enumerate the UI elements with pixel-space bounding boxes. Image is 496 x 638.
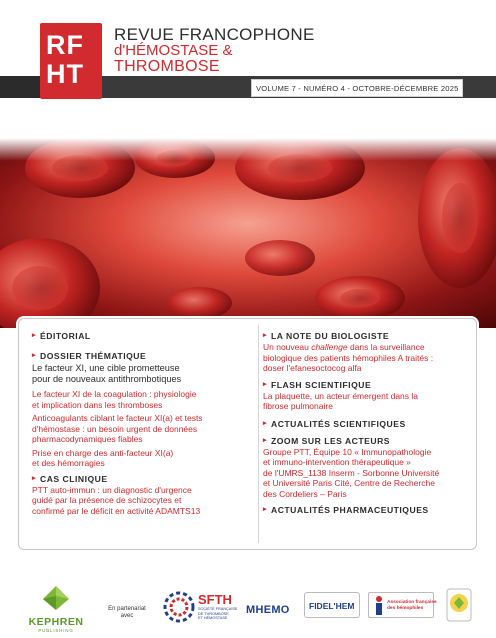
logo-monogram <box>46 31 96 89</box>
toc-right-column <box>263 331 473 515</box>
logo-line-2: HT <box>46 59 84 89</box>
sfth-emblem-icon <box>162 590 196 624</box>
section-note-label: LA NOTE DU BIOLOGISTE <box>271 331 390 341</box>
article-line: biologique des patients hémophiles A traités : <box>263 352 434 363</box>
toc-left-column <box>32 331 252 516</box>
article-text-italic: challenge <box>311 342 348 352</box>
partner-badge-logo <box>446 588 472 622</box>
article-line: guidé par la présence de schizocytes et <box>32 495 182 505</box>
afh-line: des hémophiles <box>387 606 424 611</box>
article-line: Anticoagulants ciblant le facteur XI(a) et tests <box>32 413 203 423</box>
section-editorial[interactable] <box>32 331 252 341</box>
kephren-sub: PUBLISHING <box>38 628 74 633</box>
kephren-leaf-icon <box>25 584 87 612</box>
article-line: et des hémorragies <box>32 458 105 468</box>
article-factor-xi-physiology[interactable] <box>32 389 252 410</box>
afh-line: Association française <box>387 600 437 605</box>
section-actu-sci-label: ACTUALITÉS SCIENTIFIQUES <box>271 418 406 429</box>
section-note-biologiste[interactable] <box>263 331 473 341</box>
footer-partners <box>0 578 496 638</box>
sfth-sub-line: DE THROMBOSE <box>198 611 229 616</box>
article-line <box>263 342 473 353</box>
section-actu-scientifiques[interactable] <box>263 419 473 429</box>
section-actu-pharma-label: ACTUALITÉS PHARMACEUTIQUES <box>271 505 429 515</box>
section-cas-clinique[interactable] <box>32 474 252 484</box>
article-groupe-ptt[interactable] <box>263 447 473 500</box>
header-bar-left <box>0 76 40 98</box>
afh-text <box>387 600 437 612</box>
article-line: des Cordeliers – Paris <box>263 488 347 499</box>
section-actu-pharma[interactable] <box>263 505 473 515</box>
article-plaquette[interactable] <box>263 391 473 412</box>
sfth-sub-line: ET HÉMOSTASE <box>198 616 228 620</box>
hero-image-red-blood-cells <box>0 138 496 328</box>
dossier-lead <box>32 363 252 385</box>
table-of-contents <box>18 318 477 550</box>
article-line: et Université Paris Cité, Centre de Recherche <box>263 478 435 488</box>
article-line: d'hémostase : un besoin urgent de données <box>32 423 198 434</box>
arrow-icon <box>263 383 267 387</box>
journal-logo <box>40 23 102 99</box>
sfth-sub-line: SOCIÉTÉ FRANÇAISE <box>198 607 238 611</box>
dossier-lead-line-1: Le facteur XI, une cible prometteuse <box>32 363 180 373</box>
dossier-lead-line-2: pour de nouveaux antithrombotiques <box>32 374 182 384</box>
logo-line-1: RF <box>46 30 84 60</box>
afh-figure-icon <box>372 595 386 617</box>
title-line-3: THROMBOSE <box>114 58 220 75</box>
partner-line-2: avec <box>120 613 134 619</box>
issue-info: VOLUME 7 - NUMÉRO 4 - OCTOBRE-DÉCEMBRE 2025 <box>251 79 463 97</box>
partnership-text <box>106 606 148 620</box>
article-efanesoctocog[interactable] <box>263 342 473 374</box>
arrow-icon <box>263 334 267 338</box>
mhemo-logo: MHEMO <box>246 604 290 616</box>
article-line: PTT auto-immun : un diagnostic d'urgence <box>32 484 192 495</box>
arrow-icon <box>32 477 36 481</box>
article-line: fibrose pulmonaire <box>263 401 333 411</box>
arrow-icon <box>263 422 267 426</box>
arrow-icon <box>32 334 36 338</box>
article-text: dans la surveillance <box>347 342 425 352</box>
partner-line-1: En partenariat <box>108 606 146 612</box>
toc-divider <box>258 325 259 543</box>
sfth-subtitle <box>198 607 237 621</box>
article-line: La plaquette, un acteur émergent dans la <box>263 390 418 401</box>
article-line: doser l'efanesoctocog alfa <box>263 363 362 373</box>
article-line: et implication dans les thromboses <box>32 399 163 410</box>
article-line: confirmé par le déficit en activité ADAMTS13 <box>32 505 201 516</box>
arrow-icon <box>32 354 36 358</box>
sfth-name: SFTH <box>198 592 232 607</box>
section-zoom-label: ZOOM SUR LES ACTEURS <box>271 435 391 446</box>
article-line: de l'UMRS_1138 Inserm - Sorbonne Université <box>263 467 440 478</box>
kephren-name: KEPHREN <box>28 616 84 628</box>
kephren-logo <box>25 584 87 634</box>
section-dossier-label: DOSSIER THÉMATIQUE <box>40 351 147 361</box>
article-ptt[interactable] <box>32 485 252 517</box>
section-flash[interactable] <box>263 380 473 390</box>
section-cas-label: CAS CLINIQUE <box>40 473 108 484</box>
afh-logo <box>368 592 437 618</box>
article-line: et immuno-intervention thérapeutique » <box>263 457 411 467</box>
arrow-icon <box>263 439 267 443</box>
fidelhem-logo <box>304 592 360 618</box>
article-line: pharmacodynamiques fiables <box>32 434 143 444</box>
article-line: Le facteur XI de la coagulation : physiologie <box>32 389 197 399</box>
section-dossier[interactable] <box>32 351 252 361</box>
article-management[interactable] <box>32 448 252 469</box>
section-editorial-label: ÉDITORIAL <box>40 331 91 341</box>
article-anticoagulants[interactable] <box>32 413 252 445</box>
sfth-logo <box>162 590 242 626</box>
article-line: Prise en charge des anti-facteur XI(a) <box>32 447 174 458</box>
title-line-1: REVUE FRANCOPHONE <box>114 25 315 44</box>
section-flash-label: FLASH SCIENTIFIQUE <box>271 379 372 390</box>
article-text: Un nouveau <box>263 342 312 352</box>
badge-icon <box>446 588 472 622</box>
title-line-2: d'HÉMOSTASE & <box>114 42 233 59</box>
section-zoom[interactable] <box>263 436 473 446</box>
arrow-icon <box>263 508 267 512</box>
journal-title <box>114 26 364 75</box>
fidelhem-name: FIDEL'HEM <box>309 601 355 611</box>
article-line: Groupe PTT, Équipe 10 « Immunopathologie <box>263 446 432 457</box>
